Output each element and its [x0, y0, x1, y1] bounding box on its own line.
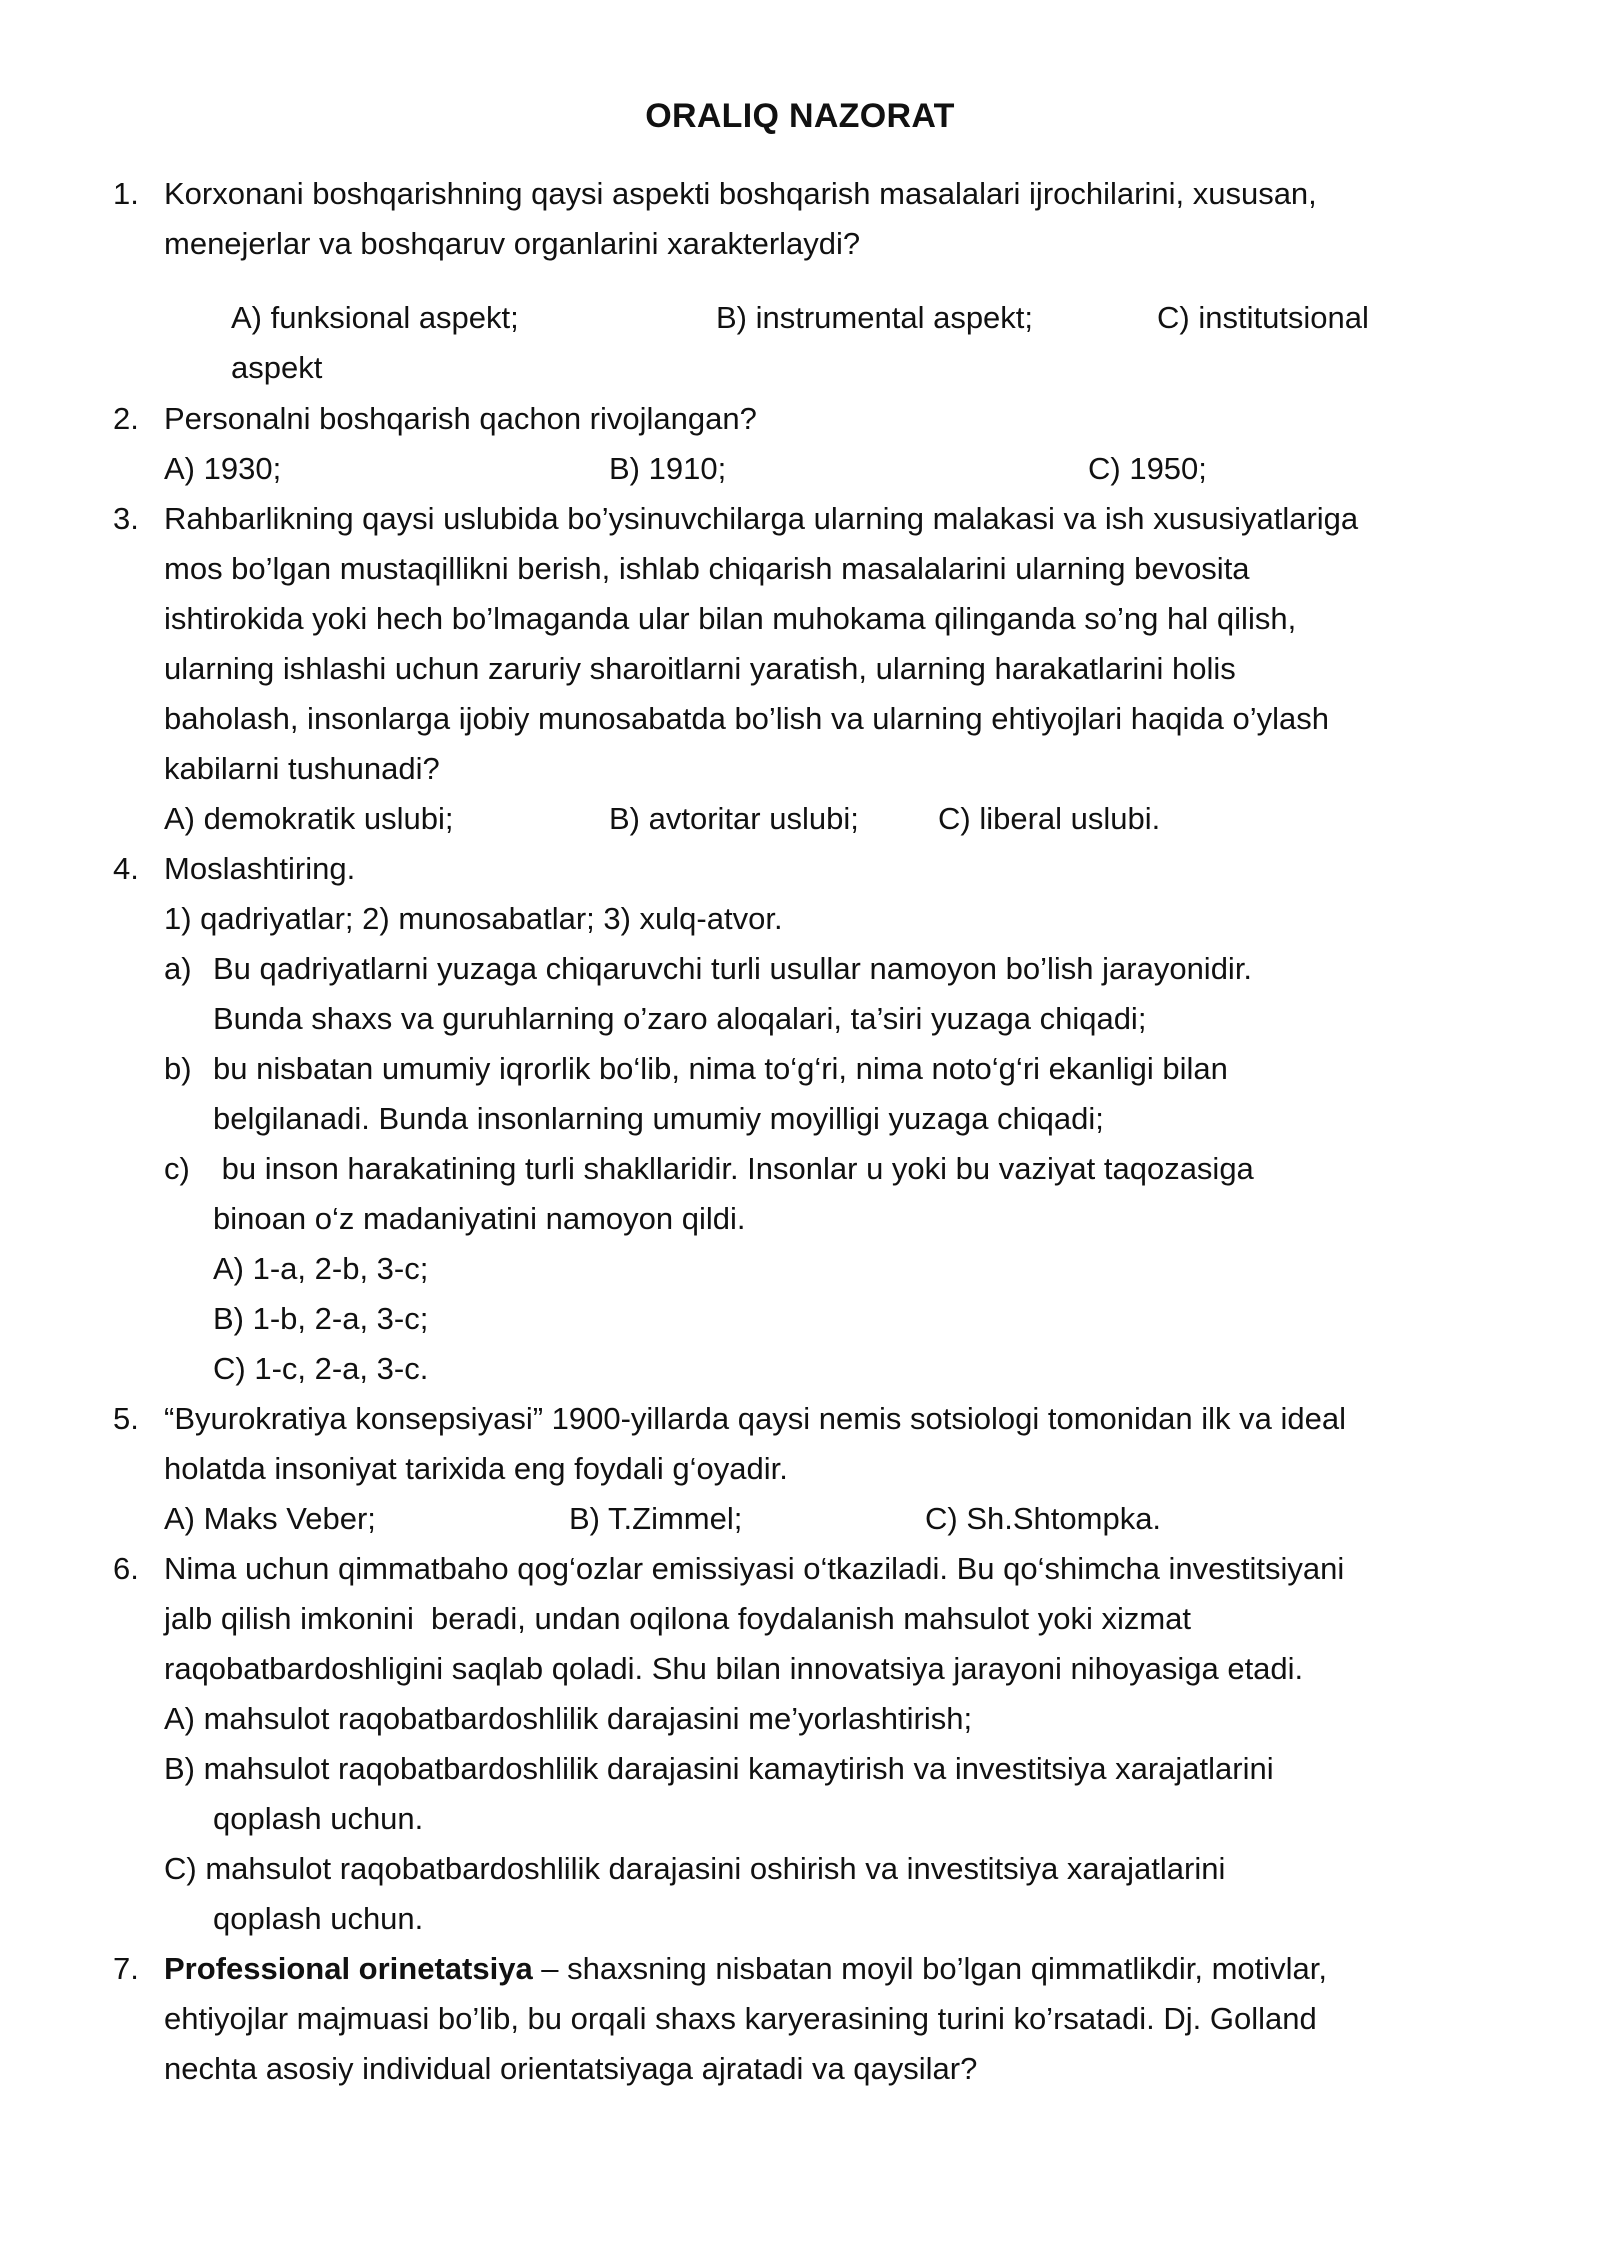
- answer-option-a: A) 1930;: [164, 451, 282, 486]
- answer-option-a: A) funksional aspekt;: [231, 300, 519, 335]
- question-text: kabilarni tushunadi?: [164, 751, 440, 786]
- question-number: 1.: [113, 176, 139, 211]
- answer-option-c: C) 1-c, 2-a, 3-c.: [213, 1351, 429, 1386]
- answer-option-c: C) liberal uslubi.: [938, 801, 1161, 836]
- question-number: 6.: [113, 1551, 139, 1586]
- question-text-rest: – shaxsning nisbatan moyil bo’lgan qimmatlikdir, motivlar,: [532, 1951, 1328, 1986]
- question-text: ularning ishlashi uchun zaruriy sharoitlarni yaratish, ularning harakatlarini holis: [164, 651, 1236, 686]
- matching-items: 1) qadriyatlar; 2) munosabatlar; 3) xulq-atvor.: [164, 901, 783, 936]
- question-text: raqobatbardoshligini saqlab qoladi. Shu bilan innovatsiya jarayoni nihoyasiga etadi.: [164, 1651, 1304, 1686]
- answer-option-b: B) avtoritar uslubi;: [609, 801, 859, 836]
- answer-option-c: C) institutsional: [1157, 300, 1369, 335]
- question-text: [164, 1949, 1327, 1989]
- answer-option-c-cont: qoplash uchun.: [213, 1901, 424, 1936]
- answer-option-a: A) Maks Veber;: [164, 1501, 376, 1536]
- definition-label-a: a): [164, 951, 192, 986]
- question-text: Rahbarlikning qaysi uslubida bo’ysinuvchilarga ularning malakasi va ish xususiyatlariga: [164, 501, 1359, 536]
- question-text: Nima uchun qimmatbaho qog‘ozlar emissiyasi o‘tkaziladi. Bu qo‘shimcha investitsiyani: [164, 1551, 1345, 1586]
- question-text: holatda insoniyat tarixida eng foydali g‘oyadir.: [164, 1451, 788, 1486]
- answer-option-c: C) Sh.Shtompka.: [925, 1501, 1162, 1536]
- definition-text: bu nisbatan umumiy iqrorlik bo‘lib, nima to‘g‘ri, nima noto‘g‘ri ekanligi bilan: [213, 1051, 1228, 1086]
- definition-text: bu inson harakatining turli shakllaridir. Insonlar u yoki bu vaziyat taqozasiga: [213, 1151, 1254, 1186]
- question-text: nechta asosiy individual orientatsiyaga ajratadi va qaysilar?: [164, 2051, 978, 2086]
- question-number: 3.: [113, 501, 139, 536]
- question-text: menejerlar va boshqaruv organlarini xarakterlaydi?: [164, 226, 861, 261]
- answer-option-a: A) mahsulot raqobatbardoshlilik darajasini me’yorlashtirish;: [164, 1701, 973, 1736]
- answer-option-b-cont: qoplash uchun.: [213, 1801, 424, 1836]
- definition-text: Bu qadriyatlarni yuzaga chiqaruvchi turli usullar namoyon bo’lish jarayonidir.: [213, 951, 1253, 986]
- answer-option-a: A) demokratik uslubi;: [164, 801, 454, 836]
- definition-text: belgilanadi. Bunda insonlarning umumiy moyilligi yuzaga chiqadi;: [213, 1101, 1104, 1136]
- definition-text: binoan o‘z madaniyatini namoyon qildi.: [213, 1201, 746, 1236]
- question-text: Korxonani boshqarishning qaysi aspekti boshqarish masalalari ijrochilarini, xususan,: [164, 176, 1317, 211]
- answer-option-c-cont: aspekt: [231, 350, 323, 385]
- question-text: mos bo’lgan mustaqillikni berish, ishlab chiqarish masalalarini ularning bevosita: [164, 551, 1250, 586]
- answer-option-b: B) instrumental aspekt;: [716, 300, 1034, 335]
- definition-label-c: c): [164, 1151, 190, 1186]
- answer-option-c: C) 1950;: [1088, 451, 1207, 486]
- answer-option-b: B) 1910;: [609, 451, 727, 486]
- answer-option-c: C) mahsulot raqobatbardoshlilik darajasini oshirish va investitsiya xarajatlarini: [164, 1851, 1226, 1886]
- definition-text: Bunda shaxs va guruhlarning o’zaro aloqalari, ta’siri yuzaga chiqadi;: [213, 1001, 1147, 1036]
- answer-option-b: B) mahsulot raqobatbardoshlilik darajasini kamaytirish va investitsiya xarajatlarini: [164, 1751, 1274, 1786]
- question-text: Personalni boshqarish qachon rivojlangan?: [164, 401, 757, 436]
- question-text: “Byurokratiya konsepsiyasi” 1900-yillarda qaysi nemis sotsiologi tomonidan ilk va ideal: [164, 1401, 1346, 1436]
- answer-option-a: A) 1-a, 2-b, 3-c;: [213, 1251, 429, 1286]
- answer-option-b: B) 1-b, 2-a, 3-c;: [213, 1301, 429, 1336]
- question-number: 7.: [113, 1951, 139, 1986]
- question-text: baholash, insonlarga ijobiy munosabatda bo’lish va ularning ehtiyojlari haqida o’ylash: [164, 701, 1329, 736]
- question-text: Moslashtiring.: [164, 851, 356, 886]
- answer-option-b: B) T.Zimmel;: [569, 1501, 743, 1536]
- question-text: jalb qilish imkonini beradi, undan oqilona foydalanish mahsulot yoki xizmat: [164, 1601, 1192, 1636]
- question-number: 4.: [113, 851, 139, 886]
- question-number: 2.: [113, 401, 139, 436]
- term-bold: Professional orinetatsiya: [164, 1951, 533, 1986]
- question-text: ishtirokida yoki hech bo’lmaganda ular bilan muhokama qilinganda so’ng hal qilish,: [164, 601, 1297, 636]
- question-text: ehtiyojlar majmuasi bo’lib, bu orqali shaxs karyerasining turini ko’rsatadi. Dj. Golland: [164, 2001, 1317, 2036]
- question-number: 5.: [113, 1401, 139, 1436]
- page-title: ORALIQ NAZORAT: [645, 97, 955, 135]
- definition-label-b: b): [164, 1051, 192, 1086]
